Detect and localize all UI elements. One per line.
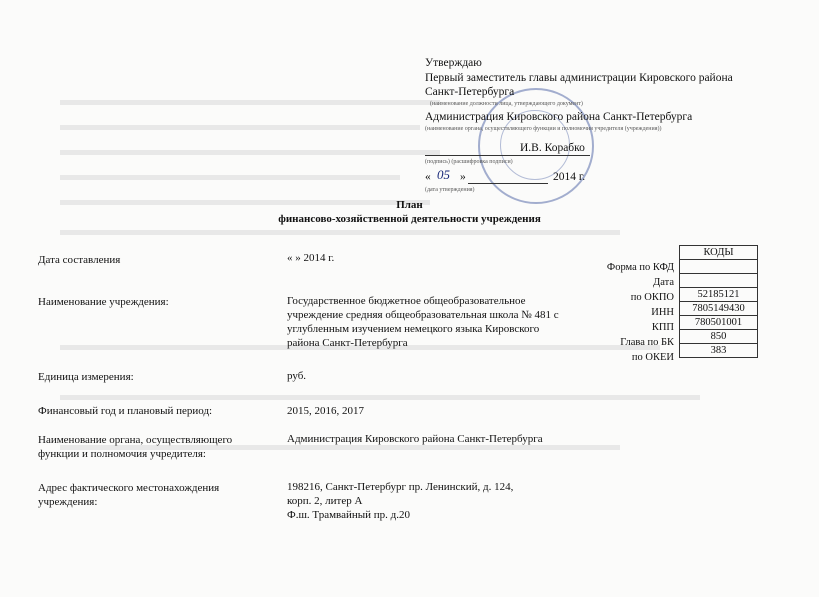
table-row: [680, 316, 758, 330]
table-row: [680, 302, 758, 316]
table-row: [680, 344, 758, 358]
org-value-line1: Государственное бюджетное общеобразовательное: [287, 295, 526, 307]
code-label-okei: по ОКЕИ: [631, 352, 674, 363]
code-value-date: [680, 274, 758, 288]
unit-label: Единица измерения:: [38, 371, 134, 383]
org-value-line3: углубленным изучением немецкого языка Кировского: [287, 323, 540, 335]
code-label-date: Дата: [653, 277, 674, 288]
address-value-line3: Ф.ш. Трамвайный пр. д.20: [287, 509, 411, 521]
code-label-kpp: КПП: [651, 322, 674, 333]
org-value-line4: района Санкт-Петербурга: [287, 337, 408, 349]
table-row: [680, 288, 758, 302]
code-value-okei: 383: [680, 344, 758, 358]
org-value-line2: учреждение средняя общеобразовательная школа № 481 с: [287, 309, 559, 321]
approval-date-open: «: [425, 171, 431, 183]
org-label: Наименование учреждения:: [38, 296, 169, 308]
codes-header: КОДЫ: [680, 246, 758, 260]
address-value-line1: 198216, Санкт-Петербург пр. Ленинский, д. 124,: [287, 481, 514, 493]
year-label: Финансовый год и плановый период:: [38, 405, 213, 417]
founder-value: Администрация Кировского района Санкт-Петербурга: [287, 433, 543, 445]
date-label: Дата составления: [38, 254, 121, 266]
code-value-okpo: 52185121: [680, 288, 758, 302]
code-value-inn: 7805149430: [680, 302, 758, 316]
code-label-kfd: Форма по КФД: [606, 262, 674, 273]
document-subtitle: финансово-хозяйственной деятельности учреждения: [278, 213, 541, 225]
code-label-inn: ИНН: [651, 307, 674, 318]
code-label-okpo: по ОКПО: [630, 292, 674, 303]
approval-note-founder: (наименование органа, осуществляющего функции и полномочия учредителя (учреждения)): [425, 126, 662, 132]
codes-header-row: [680, 246, 758, 260]
approval-date-close: »: [460, 171, 466, 183]
address-label-line2: учреждения:: [38, 496, 98, 508]
code-value-kfd: [680, 260, 758, 274]
date-value: « » 2014 г.: [287, 252, 335, 264]
code-label-bk: Глава по БК: [620, 337, 674, 348]
approval-date-year: 2014 г.: [553, 171, 586, 183]
approval-heading: Утверждаю: [425, 57, 482, 69]
approval-position: Первый заместитель главы администрации Кировского района: [425, 72, 733, 84]
signature-line: [425, 155, 590, 156]
table-row: [680, 330, 758, 344]
document-title: План: [396, 199, 423, 211]
approval-note-date: (дата утверждения): [425, 187, 475, 193]
table-row: [680, 274, 758, 288]
founder-label-line1: Наименование органа, осуществляющего: [38, 434, 233, 446]
approval-administration: Администрация Кировского района Санкт-Петербурга: [425, 111, 693, 123]
founder-label-line2: функции и полномочия учредителя:: [38, 448, 206, 460]
codes-table: [679, 245, 758, 358]
approval-date-day: 05: [437, 167, 450, 182]
address-value-line2: корп. 2, литер А: [287, 495, 363, 507]
unit-value: руб.: [287, 370, 307, 382]
table-row: [680, 260, 758, 274]
date-month-line: [468, 183, 548, 184]
approval-signer: И.В. Корабко: [520, 142, 585, 154]
approval-city: Санкт-Петербурга: [425, 86, 515, 98]
approval-note-position: (наименование должности лица, утверждающего документ): [430, 101, 583, 107]
code-value-bk: 850: [680, 330, 758, 344]
approval-note-signature: (подпись) (расшифровка подписи): [425, 159, 513, 165]
year-value: 2015, 2016, 2017: [287, 405, 364, 417]
code-value-kpp: 780501001: [680, 316, 758, 330]
address-label-line1: Адрес фактического местонахождения: [38, 482, 220, 494]
